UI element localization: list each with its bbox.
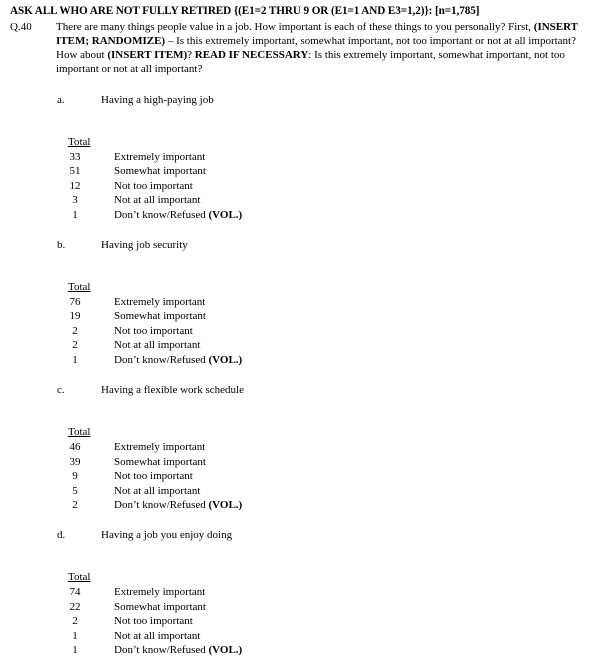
result-row [60,643,360,657]
result-value: 12 [69,180,81,192]
result-label: Somewhat important [114,310,206,322]
result-row [60,600,360,614]
result-label [114,643,242,657]
question-number: Q.40 [10,21,32,33]
question-text-part-3: ? [187,49,195,61]
insert-item: (INSERT ITEM) [107,49,188,61]
result-label [114,498,242,512]
result-row [60,179,360,193]
result-value: 5 [72,485,78,497]
item-letter: c. [57,384,65,396]
question-text-part-2: – Is this extremely important, somewhat important, not too important or not at all important? How about [56,35,576,61]
result-value: 46 [69,441,81,453]
result-label: Not at all important [114,485,201,497]
result-label: Not too important [114,470,193,482]
result-label [114,353,242,367]
item-label: Having a flexible work schedule [101,384,244,396]
result-row [60,324,360,338]
result-label: Extremely important [114,441,206,453]
result-value: 76 [69,296,81,308]
result-value: 2 [72,615,78,627]
total-header: Total [68,136,91,148]
question-text-part-1: There are many things people value in a job. How important is each of these things to you personally? First, [56,21,532,33]
result-label: Not at all important [114,630,201,642]
result-row [60,614,360,628]
result-row [60,484,360,498]
result-label-text: Don’t know/Refused [114,209,209,221]
result-value: 74 [69,586,81,598]
result-row [60,193,360,207]
insert-item-randomize: (INSERT ITEM; RANDOMIZE) [56,21,578,47]
vol-label: (VOL.) [208,499,243,511]
item-label: Having a job you enjoy doing [101,529,233,541]
item-letter: a. [57,94,65,106]
result-value: 3 [72,194,78,206]
item-label: Having job security [101,239,188,251]
result-label: Not too important [114,180,193,192]
result-label [114,208,242,222]
result-row [60,295,360,309]
result-label-text: Don’t know/Refused [114,499,209,511]
result-label: Somewhat important [114,456,206,468]
vol-label: (VOL.) [208,209,243,221]
result-label-text: Don’t know/Refused [114,644,209,656]
result-row [60,440,360,454]
item-letter: d. [57,529,66,541]
result-value: 51 [69,165,81,177]
result-row [60,585,360,599]
total-header: Total [68,281,91,293]
question-text [56,20,592,76]
result-label-text: Don’t know/Refused [114,354,209,366]
result-value: 2 [72,499,78,511]
vol-label: (VOL.) [208,644,243,656]
result-value: 1 [72,209,78,221]
result-value: 2 [72,325,78,337]
result-row [60,309,360,323]
result-label: Not too important [114,325,193,337]
section-header: ASK ALL WHO ARE NOT FULLY RETIRED {(E1=2 THRU 9 OR (E1=1 AND E3=1,2)}: [n=1,785] [10,5,480,17]
result-value: 33 [69,151,81,163]
result-row [60,469,360,483]
result-label: Extremely important [114,586,206,598]
vol-label: (VOL.) [208,354,243,366]
result-label: Extremely important [114,151,206,163]
result-row [60,455,360,469]
result-value: 2 [72,339,78,351]
result-value: 1 [72,630,78,642]
result-value: 39 [69,456,81,468]
item-label: Having a high-paying job [101,94,214,106]
result-row [60,164,360,178]
read-if-necessary: READ IF NECESSARY [194,49,309,61]
result-label: Somewhat important [114,165,206,177]
result-row [60,338,360,352]
result-label: Somewhat important [114,601,206,613]
total-header: Total [68,571,91,583]
result-value: 1 [72,644,78,656]
result-value: 22 [69,601,81,613]
total-header: Total [68,426,91,438]
result-value: 1 [72,354,78,366]
result-row [60,150,360,164]
result-row [60,208,360,222]
result-label: Extremely important [114,296,206,308]
result-value: 19 [69,310,81,322]
result-row [60,629,360,643]
question-text-part-4: : Is this extremely important, somewhat important, not too important or not at all important? [56,49,565,75]
result-label: Not too important [114,615,193,627]
result-value: 9 [72,470,78,482]
result-label: Not at all important [114,194,201,206]
item-letter: b. [57,239,66,251]
result-row [60,353,360,367]
result-row [60,498,360,512]
result-label: Not at all important [114,339,201,351]
